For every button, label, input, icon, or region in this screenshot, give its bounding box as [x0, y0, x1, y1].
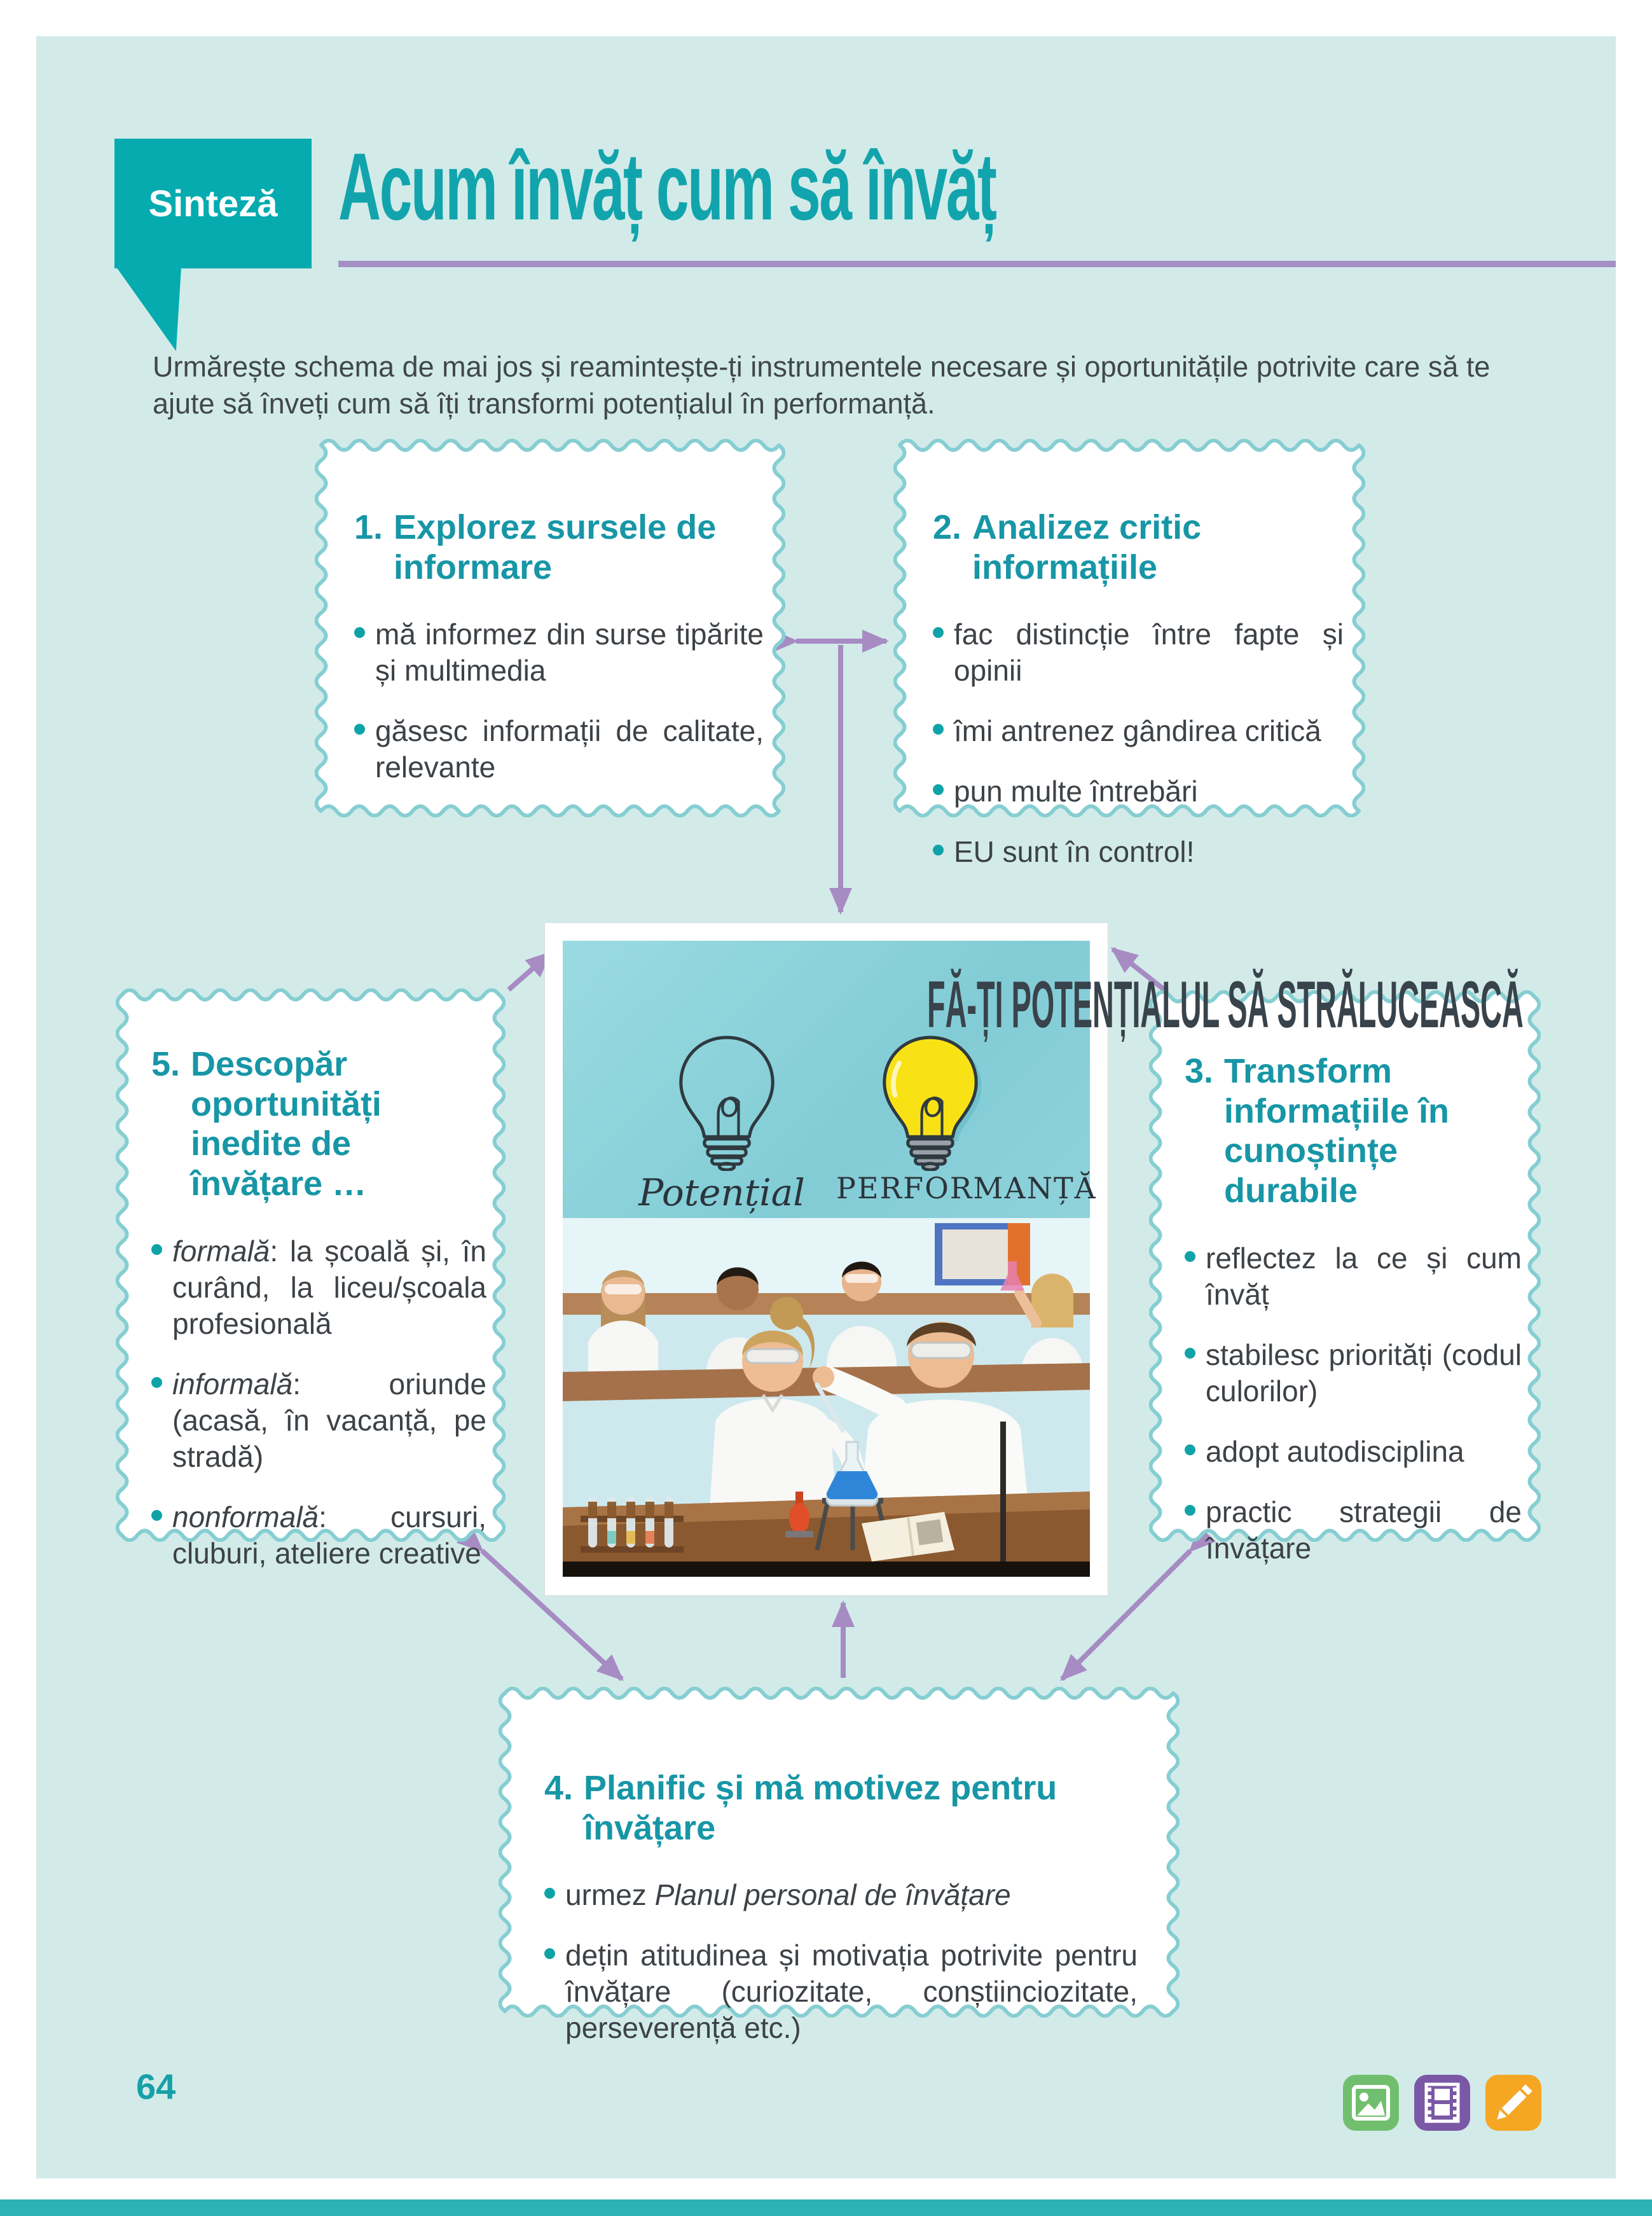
page-title: Acum învăț cum să învăț [338, 133, 996, 240]
bullet-item [933, 713, 1344, 749]
title-underline [338, 261, 1616, 267]
potential-label: Potențial [638, 1171, 805, 1214]
bullet-list [544, 1877, 1138, 2046]
bullet-item [933, 616, 1344, 689]
bullet-text: stabilesc priorități (codul culorilor) [1206, 1338, 1522, 1408]
bullet-text: urmez Planul personal de învățare [565, 1878, 1011, 1912]
bullet-dot [1185, 1505, 1195, 1516]
bullet-dot [354, 627, 365, 638]
bullet-dot [933, 845, 944, 855]
film-icon [1414, 2075, 1470, 2131]
sinteza-tab-label: Sinteză [148, 183, 278, 225]
poster-heading: FĂ-ȚI POTENȚIALUL SĂ STRĂLUCEASCĂ [927, 968, 1524, 1042]
bullet-text: reflectez la ce și cum învăț [1206, 1241, 1522, 1311]
bullet-text: mă informez din surse tipărite și multimedia [375, 618, 764, 688]
box-heading: 4. Planific și mă motivez pentru învățare [544, 1769, 1057, 1847]
bullet-dot [544, 1888, 555, 1899]
bullet-item [151, 1366, 486, 1475]
bullet-text: nonformală: cursuri, cluburi, ateliere creative [172, 1500, 486, 1570]
bullet-item [544, 1877, 1138, 1913]
picture-icon [1343, 2075, 1399, 2131]
page-number: 64 [136, 2067, 176, 2107]
bullet-text: practic strategii de învățare [1206, 1495, 1522, 1565]
bullet-item [1185, 1337, 1522, 1409]
bullet-item [933, 773, 1344, 810]
sinteza-tab [114, 139, 312, 268]
bullet-dot [1185, 1444, 1195, 1455]
bullet-text: pun multe întrebări [954, 775, 1198, 808]
bullet-dot [354, 724, 365, 735]
bullet-item [544, 1937, 1138, 2046]
bullet-dot [544, 1948, 555, 1959]
box-heading: 2. Analizez critic informațiile [933, 508, 1202, 586]
box-heading: 3. Transform informațiile în cunoștințe durabile [1185, 1052, 1450, 1210]
performance-bulb-icon [854, 1031, 1007, 1171]
diagram-box-4 [499, 1687, 1180, 2045]
bullet-item [933, 834, 1344, 870]
bullet-list [354, 616, 764, 786]
bullet-text: formală: la școală și, în curând, la liceu/școala profesională [172, 1234, 486, 1340]
footer-icons [1343, 2075, 1541, 2131]
bullet-text: EU sunt în control! [954, 835, 1195, 869]
bullet-dot [151, 1510, 162, 1521]
bullet-list [1185, 1240, 1522, 1567]
bullet-dot [933, 627, 944, 638]
bullet-item [1185, 1494, 1522, 1567]
box-heading: 1. Explorez sursele de informare [354, 508, 717, 586]
bullet-text: informală: oriunde (acasă, în vacanță, pe stradă) [172, 1367, 486, 1473]
bullet-dot [1185, 1251, 1195, 1262]
pencil-icon [1485, 2075, 1541, 2131]
bullet-list [151, 1233, 486, 1572]
bullet-dot [933, 724, 944, 735]
performance-label: PERFORMANȚĂ [836, 1171, 1097, 1205]
bullet-item [151, 1233, 486, 1342]
bullet-dot [151, 1377, 162, 1388]
box-heading: 5. Descopăr oportunități inedite de învățare … [151, 1045, 382, 1203]
bullet-item [151, 1499, 486, 1572]
bullet-dot [151, 1244, 162, 1255]
bullet-text: dețin atitudinea și motivația potrivite pentru învățare (curiozitate, conștiinciozitate, perseverență etc.) [565, 1939, 1138, 2045]
bullet-text: găsesc informații de calitate, relevante [375, 714, 764, 784]
bullet-dot [1185, 1348, 1195, 1359]
bullet-dot [933, 784, 944, 795]
diagram-box-2 [893, 439, 1365, 869]
bullet-text: îmi antrenez gândirea critică [954, 714, 1321, 748]
classroom-photo [563, 1218, 1090, 1577]
bullet-item [1185, 1240, 1522, 1313]
intro-text: Urmărește schema de mai jos și reamintește-ți instrumentele necesare și oportunitățile potrivite care să te ajute să înveți cum să îți transformi potențialul în performanță. [153, 350, 1490, 420]
bullet-text: fac distincție între fapte și opinii [954, 618, 1344, 688]
potential-bulb-icon [650, 1031, 803, 1171]
bullet-list [933, 616, 1344, 870]
diagram-box-5 [116, 988, 506, 1570]
bullet-item [354, 713, 764, 786]
bullet-item [1185, 1434, 1522, 1470]
diagram-box-3 [1149, 990, 1541, 1565]
bullet-text: adopt autodisciplina [1206, 1434, 1464, 1468]
bullet-item [354, 616, 764, 689]
diagram-box-1 [315, 439, 785, 817]
